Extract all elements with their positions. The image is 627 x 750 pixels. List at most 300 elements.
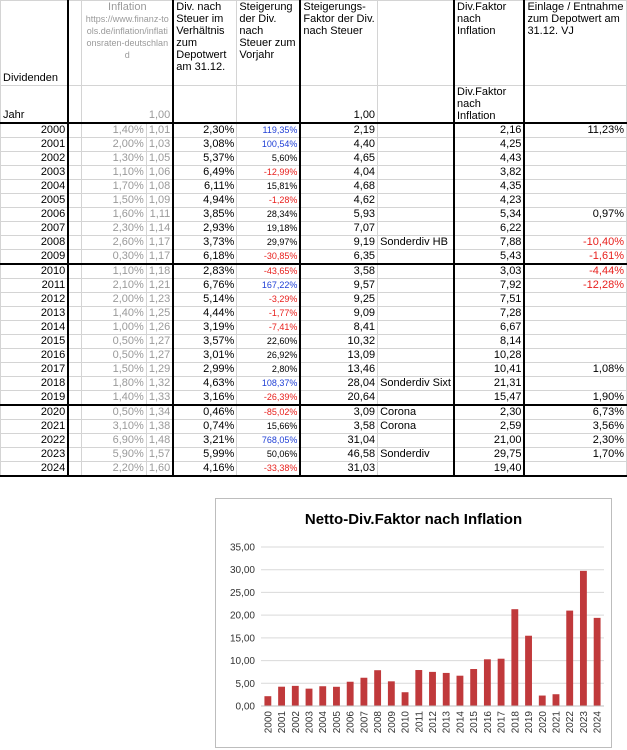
cell-faktor[interactable]: 9,19 <box>300 236 377 250</box>
cell-index[interactable]: 1,18 <box>146 264 173 279</box>
bar <box>470 669 477 706</box>
cell-note[interactable] <box>378 279 454 293</box>
table-row <box>1 236 627 250</box>
cell-note[interactable] <box>378 208 454 222</box>
cell-div-faktor-inflation[interactable]: 7,88 <box>454 236 524 250</box>
cell-div-faktor-inflation[interactable]: 4,23 <box>454 194 524 208</box>
subheader-row <box>1 86 627 124</box>
cell-year[interactable]: 2003 <box>1 166 69 180</box>
cell-div-steuer[interactable]: 6,11% <box>173 180 237 194</box>
cell-inflation[interactable]: 1,40% <box>82 123 146 138</box>
cell-year[interactable]: 2019 <box>1 391 69 406</box>
cell-inflation[interactable]: 5,90% <box>82 448 146 462</box>
cell-div-steuer[interactable]: 3,08% <box>173 138 237 152</box>
cell-einlage[interactable]: 1,90% <box>524 391 626 406</box>
cell-einlage[interactable] <box>524 180 626 194</box>
cell-einlage[interactable]: 0,97% <box>524 208 626 222</box>
bar <box>415 670 422 706</box>
subheader-div-faktor[interactable]: Div.Faktor nach Inflation <box>454 86 524 124</box>
cell-div-faktor-inflation[interactable]: 3,82 <box>454 166 524 180</box>
cell-faktor[interactable]: 9,57 <box>300 279 377 293</box>
cell-index[interactable]: 1,21 <box>146 279 173 293</box>
cell-inflation[interactable]: 1,50% <box>82 363 146 377</box>
cell-faktor[interactable]: 31,04 <box>300 434 377 448</box>
cell-faktor[interactable]: 5,93 <box>300 208 377 222</box>
cell-div-faktor-inflation[interactable]: 5,34 <box>454 208 524 222</box>
cell-spacer[interactable] <box>68 335 82 349</box>
x-tick-label: 2000 <box>263 711 275 734</box>
cell-div-steuer[interactable]: 4,44% <box>173 307 237 321</box>
cell-div-faktor-inflation[interactable]: 4,35 <box>454 180 524 194</box>
cell-index[interactable]: 1,48 <box>146 434 173 448</box>
cell-faktor[interactable]: 3,58 <box>300 420 377 434</box>
cell-einlage[interactable] <box>524 462 626 477</box>
cell-spacer[interactable] <box>68 391 82 406</box>
cell-note[interactable]: Sonderdiv Sixt <box>378 377 454 391</box>
cell-inflation[interactable]: 2,10% <box>82 279 146 293</box>
cell-einlage[interactable]: 3,56% <box>524 420 626 434</box>
cell-inflation[interactable]: 1,10% <box>82 264 146 279</box>
cell-einlage[interactable] <box>524 152 626 166</box>
cell-inflation[interactable]: 2,00% <box>82 138 146 152</box>
y-tick-label: 25,00 <box>229 587 255 599</box>
cell-year[interactable]: 2012 <box>1 293 69 307</box>
cell-note[interactable] <box>378 349 454 363</box>
cell-note[interactable] <box>378 307 454 321</box>
cell-div-faktor-inflation[interactable]: 21,00 <box>454 434 524 448</box>
table-row <box>1 152 627 166</box>
x-tick-label: 2007 <box>359 711 371 734</box>
cell-note[interactable] <box>378 363 454 377</box>
cell-faktor[interactable]: 46,58 <box>300 448 377 462</box>
cell-spacer[interactable] <box>68 462 82 477</box>
bar <box>333 687 340 706</box>
cell-year[interactable]: 2020 <box>1 405 69 420</box>
cell-div-steuer[interactable]: 4,94% <box>173 194 237 208</box>
cell-index[interactable]: 1,29 <box>146 363 173 377</box>
cell-div-faktor-inflation[interactable]: 7,51 <box>454 293 524 307</box>
chart-container[interactable] <box>215 498 612 748</box>
cell-steigerung[interactable]: 29,97% <box>237 236 301 250</box>
cell-spacer[interactable] <box>68 279 82 293</box>
cell-spacer[interactable] <box>68 138 82 152</box>
cell-steigerung[interactable]: -7,41% <box>237 321 301 335</box>
cell-inflation[interactable]: 1,50% <box>82 194 146 208</box>
cell-steigerung[interactable]: 19,18% <box>237 222 301 236</box>
cell-index[interactable]: 1,27 <box>146 335 173 349</box>
cell-div-faktor-inflation[interactable]: 2,16 <box>454 123 524 138</box>
cell-year[interactable]: 2009 <box>1 250 69 265</box>
header-dividenden[interactable]: Dividenden <box>1 1 69 86</box>
cell-steigerung[interactable]: -85,02% <box>237 405 301 420</box>
cell-index[interactable]: 1,17 <box>146 250 173 265</box>
cell-faktor[interactable]: 10,32 <box>300 335 377 349</box>
cell-div-faktor-inflation[interactable]: 2,59 <box>454 420 524 434</box>
cell-year[interactable]: 2024 <box>1 462 69 477</box>
cell-spacer[interactable] <box>68 208 82 222</box>
cell-einlage[interactable]: 1,70% <box>524 448 626 462</box>
cell-index[interactable]: 1,08 <box>146 180 173 194</box>
cell-index[interactable]: 1,33 <box>146 391 173 406</box>
cell-div-steuer[interactable]: 3,19% <box>173 321 237 335</box>
cell-inflation[interactable]: 0,30% <box>82 250 146 265</box>
cell-note[interactable]: Corona <box>378 405 454 420</box>
cell-note[interactable] <box>378 180 454 194</box>
header-row <box>1 1 627 86</box>
cell-steigerung[interactable]: 119,35% <box>237 123 301 138</box>
cell-einlage[interactable]: 1,08% <box>524 363 626 377</box>
cell-faktor[interactable]: 4,62 <box>300 194 377 208</box>
cell-year[interactable]: 2016 <box>1 349 69 363</box>
cell-inflation[interactable]: 0,50% <box>82 405 146 420</box>
cell-div-faktor-inflation[interactable]: 10,28 <box>454 349 524 363</box>
cell-steigerung[interactable]: 15,66% <box>237 420 301 434</box>
cell-index[interactable]: 1,34 <box>146 405 173 420</box>
cell-div-steuer[interactable]: 6,18% <box>173 250 237 265</box>
cell-note[interactable] <box>378 152 454 166</box>
cell-inflation[interactable]: 1,40% <box>82 391 146 406</box>
cell-year[interactable]: 2023 <box>1 448 69 462</box>
cell-inflation[interactable]: 0,50% <box>82 349 146 363</box>
cell-note[interactable] <box>378 222 454 236</box>
bar <box>484 659 491 706</box>
cell-faktor[interactable]: 7,07 <box>300 222 377 236</box>
cell-div-steuer[interactable]: 0,46% <box>173 405 237 420</box>
cell-note[interactable] <box>378 462 454 477</box>
cell-div-steuer[interactable]: 0,74% <box>173 420 237 434</box>
cell-faktor[interactable]: 20,64 <box>300 391 377 406</box>
cell-einlage[interactable]: -1,61% <box>524 250 626 265</box>
cell-spacer[interactable] <box>68 222 82 236</box>
cell-div-faktor-inflation[interactable]: 4,43 <box>454 152 524 166</box>
cell-inflation[interactable]: 1,80% <box>82 377 146 391</box>
cell-faktor[interactable]: 9,25 <box>300 293 377 307</box>
cell-inflation[interactable]: 2,30% <box>82 222 146 236</box>
cell-year[interactable]: 2000 <box>1 123 69 138</box>
cell-spacer[interactable] <box>68 194 82 208</box>
header-div-faktor-inflation[interactable]: Div.Faktor nach Inflation <box>454 1 524 86</box>
cell-spacer[interactable] <box>68 307 82 321</box>
header-einlage[interactable]: Einlage / Entnahme zum Depotwert am 31.12. VJ <box>524 1 626 86</box>
cell-div-faktor-inflation[interactable]: 2,30 <box>454 405 524 420</box>
cell-einlage[interactable] <box>524 293 626 307</box>
cell-div-steuer[interactable]: 3,73% <box>173 236 237 250</box>
cell-einlage[interactable] <box>524 194 626 208</box>
cell-div-faktor-inflation[interactable]: 4,25 <box>454 138 524 152</box>
bar <box>539 696 546 706</box>
cell-steigerung[interactable]: -33,38% <box>237 462 301 477</box>
cell-note[interactable] <box>378 166 454 180</box>
cell-div-steuer[interactable]: 3,01% <box>173 349 237 363</box>
cell-einlage[interactable] <box>524 138 626 152</box>
cell-steigerung[interactable]: -30,85% <box>237 250 301 265</box>
cell-year[interactable]: 2022 <box>1 434 69 448</box>
cell-index[interactable]: 1,25 <box>146 307 173 321</box>
cell-einlage[interactable]: 6,73% <box>524 405 626 420</box>
cell-steigerung[interactable]: 108,37% <box>237 377 301 391</box>
cell-index[interactable]: 1,05 <box>146 152 173 166</box>
bar <box>306 689 313 706</box>
cell-div-steuer[interactable]: 5,14% <box>173 293 237 307</box>
cell-year[interactable]: 2006 <box>1 208 69 222</box>
subheader-index-base[interactable]: 1,00 <box>82 86 173 124</box>
cell-spacer[interactable] <box>68 420 82 434</box>
cell-div-steuer[interactable]: 2,93% <box>173 222 237 236</box>
bar <box>347 682 354 706</box>
y-tick-label: 15,00 <box>229 633 255 645</box>
table-row <box>1 307 627 321</box>
cell-year[interactable]: 2010 <box>1 264 69 279</box>
cell-note[interactable] <box>378 391 454 406</box>
cell-steigerung[interactable]: 2,80% <box>237 363 301 377</box>
cell-year[interactable]: 2013 <box>1 307 69 321</box>
cell-note[interactable] <box>378 123 454 138</box>
cell-year[interactable]: 2002 <box>1 152 69 166</box>
bar <box>498 659 505 706</box>
cell-spacer[interactable] <box>68 123 82 138</box>
cell-div-steuer[interactable]: 4,63% <box>173 377 237 391</box>
cell-div-steuer[interactable]: 5,37% <box>173 152 237 166</box>
cell-index[interactable]: 1,14 <box>146 222 173 236</box>
cell-inflation[interactable]: 1,10% <box>82 166 146 180</box>
cell-inflation[interactable]: 1,00% <box>82 321 146 335</box>
bar <box>292 686 299 706</box>
header-faktor[interactable]: Steigerungs-Faktor der Div. nach Steuer <box>300 1 377 86</box>
inflation-source-link[interactable]: https://www.finanz-tools.de/inflation/inflationsraten-deutschland <box>85 14 169 60</box>
cell-inflation[interactable]: 1,70% <box>82 180 146 194</box>
bar <box>278 687 285 706</box>
cell-einlage[interactable] <box>524 349 626 363</box>
cell-div-steuer[interactable]: 2,83% <box>173 264 237 279</box>
cell-index[interactable]: 1,57 <box>146 448 173 462</box>
cell-einlage[interactable] <box>524 377 626 391</box>
cell-einlage[interactable] <box>524 307 626 321</box>
cell-year[interactable]: 2014 <box>1 321 69 335</box>
cell-div-faktor-inflation[interactable]: 6,67 <box>454 321 524 335</box>
cell-steigerung[interactable]: 5,60% <box>237 152 301 166</box>
cell-steigerung[interactable]: 100,54% <box>237 138 301 152</box>
cell-spacer[interactable] <box>68 349 82 363</box>
cell-index[interactable]: 1,09 <box>146 194 173 208</box>
table-row <box>1 222 627 236</box>
cell-year[interactable]: 2021 <box>1 420 69 434</box>
cell-note[interactable]: Corona <box>378 420 454 434</box>
cell-note[interactable] <box>378 321 454 335</box>
x-tick-label: 2009 <box>386 711 398 734</box>
cell-note[interactable] <box>378 335 454 349</box>
cell-index[interactable]: 1,27 <box>146 349 173 363</box>
header-steigerung[interactable]: Steigerung der Div. nach Steuer zum Vorjahr <box>237 1 301 86</box>
cell-inflation[interactable]: 1,60% <box>82 208 146 222</box>
cell-inflation[interactable]: 2,60% <box>82 236 146 250</box>
cell-div-steuer[interactable]: 3,57% <box>173 335 237 349</box>
cell-note[interactable]: Sonderdiv HB <box>378 236 454 250</box>
cell-spacer[interactable] <box>68 363 82 377</box>
subheader-faktor-base[interactable]: 1,00 <box>300 86 377 124</box>
cell-spacer[interactable] <box>68 264 82 279</box>
y-tick-label: 0,00 <box>235 701 255 713</box>
cell-spacer[interactable] <box>68 448 82 462</box>
table-row <box>1 434 627 448</box>
cell-index[interactable]: 1,03 <box>146 138 173 152</box>
y-tick-label: 20,00 <box>229 610 255 622</box>
cell-steigerung[interactable]: -43,65% <box>237 264 301 279</box>
cell-index[interactable]: 1,11 <box>146 208 173 222</box>
cell-faktor[interactable]: 2,19 <box>300 123 377 138</box>
x-tick-label: 2021 <box>551 711 563 734</box>
cell-div-faktor-inflation[interactable]: 7,28 <box>454 307 524 321</box>
cell-year[interactable]: 2008 <box>1 236 69 250</box>
cell-div-steuer[interactable]: 6,49% <box>173 166 237 180</box>
cell-div-faktor-inflation[interactable]: 7,92 <box>454 279 524 293</box>
cell-steigerung[interactable]: 26,92% <box>237 349 301 363</box>
cell-inflation[interactable]: 2,20% <box>82 462 146 477</box>
cell-spacer[interactable] <box>68 377 82 391</box>
header-div-steuer[interactable]: Div. nach Steuer im Verhältnis zum Depotwert am 31.12. <box>173 1 237 86</box>
cell-year[interactable]: 2005 <box>1 194 69 208</box>
cell-einlage[interactable] <box>524 222 626 236</box>
cell-note[interactable] <box>378 434 454 448</box>
cell-div-steuer[interactable]: 3,16% <box>173 391 237 406</box>
cell-div-steuer[interactable]: 6,76% <box>173 279 237 293</box>
cell-note[interactable] <box>378 250 454 265</box>
cell-div-faktor-inflation[interactable]: 8,14 <box>454 335 524 349</box>
cell-index[interactable]: 1,17 <box>146 236 173 250</box>
subheader-jahr[interactable]: Jahr <box>1 86 69 124</box>
cell-index[interactable]: 1,06 <box>146 166 173 180</box>
cell-inflation[interactable]: 1,30% <box>82 152 146 166</box>
cell-note[interactable] <box>378 138 454 152</box>
cell-note[interactable]: Sonderdiv <box>378 448 454 462</box>
cell-einlage[interactable] <box>524 335 626 349</box>
cell-div-faktor-inflation[interactable]: 19,40 <box>454 462 524 477</box>
cell-year[interactable]: 2017 <box>1 363 69 377</box>
cell-inflation[interactable]: 6,90% <box>82 434 146 448</box>
cell-year[interactable]: 2001 <box>1 138 69 152</box>
cell-faktor[interactable]: 3,58 <box>300 264 377 279</box>
cell-faktor[interactable]: 6,35 <box>300 250 377 265</box>
x-tick-label: 2020 <box>537 711 549 734</box>
cell-index[interactable]: 1,26 <box>146 321 173 335</box>
x-tick-label: 2019 <box>524 711 536 734</box>
cell-year[interactable]: 2015 <box>1 335 69 349</box>
cell-inflation[interactable]: 2,00% <box>82 293 146 307</box>
cell-steigerung[interactable]: -26,39% <box>237 391 301 406</box>
cell-div-steuer[interactable]: 2,99% <box>173 363 237 377</box>
cell-div-faktor-inflation[interactable]: 21,31 <box>454 377 524 391</box>
cell-steigerung[interactable]: 22,60% <box>237 335 301 349</box>
x-tick-label: 2008 <box>373 711 385 734</box>
cell-div-steuer[interactable]: 3,85% <box>173 208 237 222</box>
cell-div-faktor-inflation[interactable]: 3,03 <box>454 264 524 279</box>
cell-div-faktor-inflation[interactable]: 10,41 <box>454 363 524 377</box>
x-tick-label: 2006 <box>345 711 357 734</box>
cell-spacer[interactable] <box>68 180 82 194</box>
cell-inflation[interactable]: 0,50% <box>82 335 146 349</box>
cell-spacer[interactable] <box>68 321 82 335</box>
cell-steigerung[interactable]: 15,81% <box>237 180 301 194</box>
cell-steigerung[interactable]: 768,05% <box>237 434 301 448</box>
cell-faktor[interactable]: 9,09 <box>300 307 377 321</box>
cell-spacer[interactable] <box>68 405 82 420</box>
cell-index[interactable]: 1,01 <box>146 123 173 138</box>
cell-steigerung[interactable]: -1,77% <box>237 307 301 321</box>
cell-steigerung[interactable]: 28,34% <box>237 208 301 222</box>
cell-faktor[interactable]: 31,03 <box>300 462 377 477</box>
cell-faktor[interactable]: 13,09 <box>300 349 377 363</box>
cell-steigerung[interactable]: 50,06% <box>237 448 301 462</box>
cell-div-steuer[interactable]: 5,99% <box>173 448 237 462</box>
cell-div-steuer[interactable]: 3,21% <box>173 434 237 448</box>
cell-index[interactable]: 1,23 <box>146 293 173 307</box>
cell-steigerung[interactable]: -12,99% <box>237 166 301 180</box>
cell-div-faktor-inflation[interactable]: 5,43 <box>454 250 524 265</box>
cell-einlage[interactable]: -12,28% <box>524 279 626 293</box>
cell-inflation[interactable]: 1,40% <box>82 307 146 321</box>
cell-year[interactable]: 2004 <box>1 180 69 194</box>
cell-year[interactable]: 2007 <box>1 222 69 236</box>
cell-div-faktor-inflation[interactable]: 29,75 <box>454 448 524 462</box>
cell-steigerung[interactable]: -3,29% <box>237 293 301 307</box>
cell-spacer[interactable] <box>68 236 82 250</box>
table-row <box>1 166 627 180</box>
cell-index[interactable]: 1,60 <box>146 462 173 477</box>
y-tick-label: 5,00 <box>235 678 255 690</box>
cell-year[interactable]: 2011 <box>1 279 69 293</box>
cell-note[interactable] <box>378 264 454 279</box>
cell-spacer[interactable] <box>68 250 82 265</box>
table-row <box>1 377 627 391</box>
x-tick-label: 2001 <box>277 711 289 734</box>
cell-faktor[interactable]: 3,09 <box>300 405 377 420</box>
cell-index[interactable]: 1,38 <box>146 420 173 434</box>
cell-year[interactable]: 2018 <box>1 377 69 391</box>
bar <box>264 696 271 706</box>
cell-div-faktor-inflation[interactable]: 6,22 <box>454 222 524 236</box>
cell-einlage[interactable]: -10,40% <box>524 236 626 250</box>
cell-einlage[interactable] <box>524 321 626 335</box>
cell-spacer[interactable] <box>68 293 82 307</box>
cell-note[interactable] <box>378 293 454 307</box>
cell-div-steuer[interactable]: 4,16% <box>173 462 237 477</box>
cell-faktor[interactable]: 4,68 <box>300 180 377 194</box>
cell-einlage[interactable]: -4,44% <box>524 264 626 279</box>
x-tick-label: 2024 <box>592 711 604 734</box>
cell-faktor[interactable]: 4,40 <box>300 138 377 152</box>
cell-div-steuer[interactable]: 2,30% <box>173 123 237 138</box>
cell-spacer[interactable] <box>68 166 82 180</box>
cell-faktor[interactable]: 4,04 <box>300 166 377 180</box>
cell-steigerung[interactable]: 167,22% <box>237 279 301 293</box>
bar <box>402 692 409 706</box>
bar-chart <box>216 499 611 747</box>
cell-faktor[interactable]: 13,46 <box>300 363 377 377</box>
cell-inflation[interactable]: 3,10% <box>82 420 146 434</box>
cell-faktor[interactable]: 8,41 <box>300 321 377 335</box>
cell-einlage[interactable] <box>524 166 626 180</box>
cell-div-faktor-inflation[interactable]: 15,47 <box>454 391 524 406</box>
cell-faktor[interactable]: 4,65 <box>300 152 377 166</box>
cell-faktor[interactable]: 28,04 <box>300 377 377 391</box>
cell-spacer[interactable] <box>68 152 82 166</box>
cell-steigerung[interactable]: -1,28% <box>237 194 301 208</box>
cell-index[interactable]: 1,32 <box>146 377 173 391</box>
header-inflation[interactable] <box>82 1 173 86</box>
cell-spacer[interactable] <box>68 434 82 448</box>
cell-einlage[interactable]: 2,30% <box>524 434 626 448</box>
cell-einlage[interactable]: 11,23% <box>524 123 626 138</box>
cell-note[interactable] <box>378 194 454 208</box>
